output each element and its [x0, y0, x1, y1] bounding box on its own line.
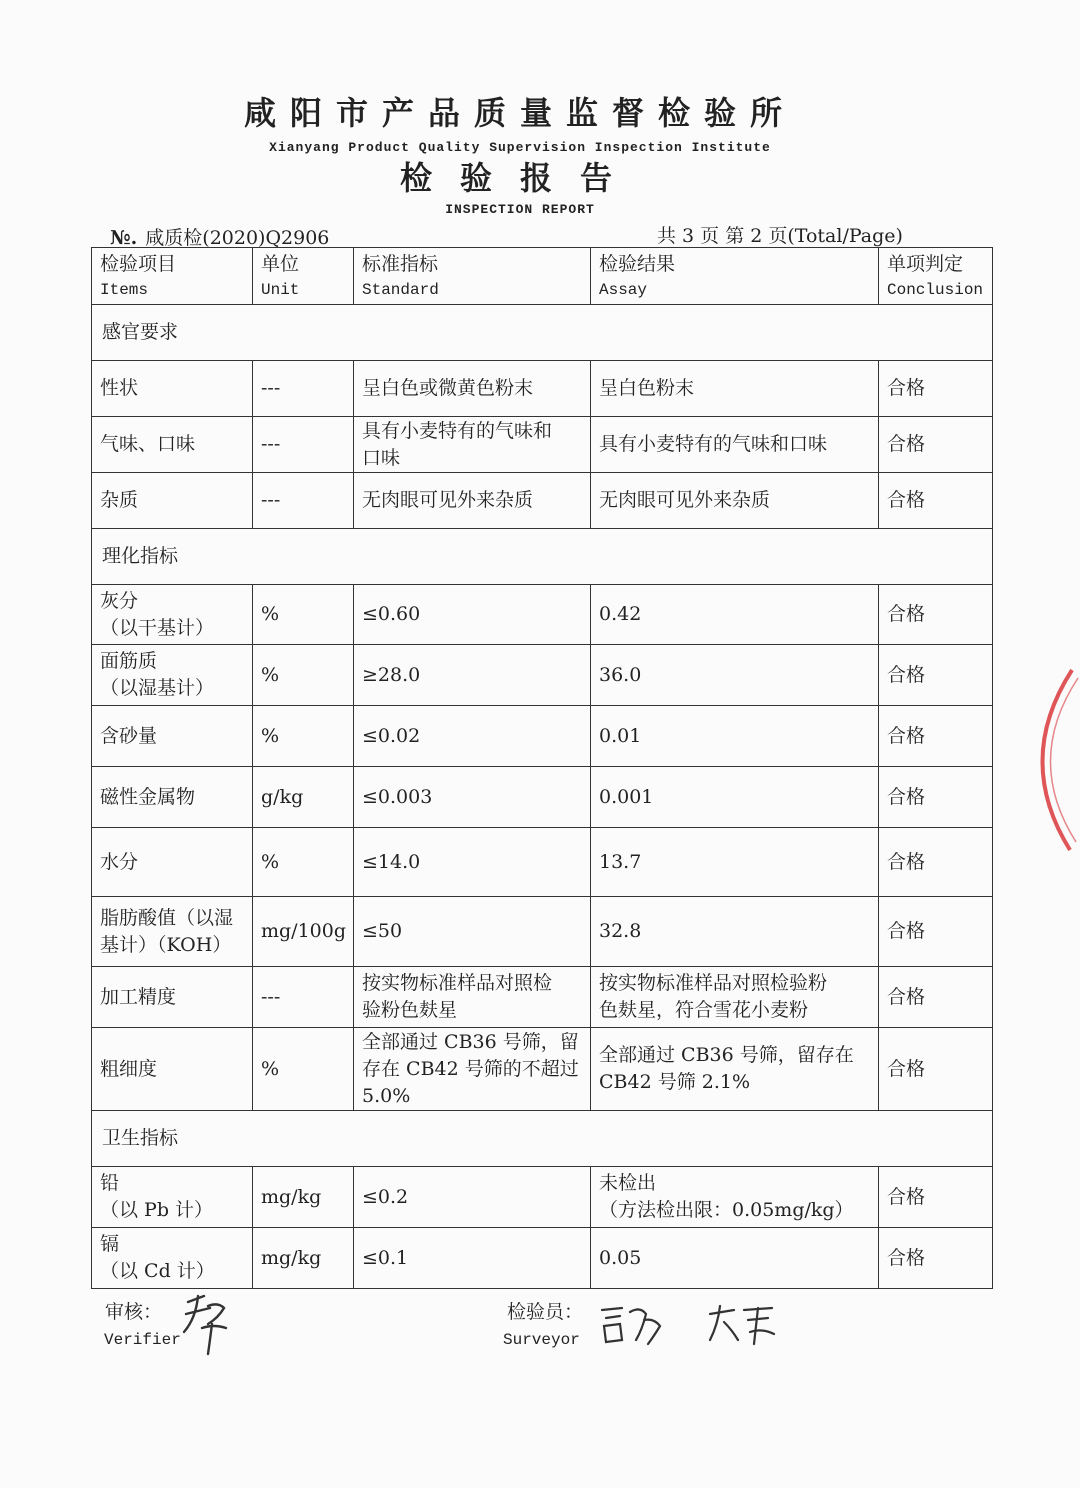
cell-standard: 具有小麦特有的气味和 口味 [354, 417, 591, 473]
table-row [92, 1167, 993, 1228]
cell-conclusion: 合格 [879, 967, 993, 1028]
cell-conclusion: 合格 [879, 767, 993, 828]
cell-assay: 13.7 [591, 828, 879, 897]
cell-standard: ≤0.2 [354, 1167, 591, 1228]
table-header-row [92, 248, 993, 305]
table-row [92, 473, 993, 529]
inspection-table [91, 247, 993, 1289]
report-title-en: INSPECTION REPORT [445, 202, 595, 217]
surveyor-label-en: Surveyor [503, 1331, 580, 1349]
column-header-assay: 检验结果 Assay [591, 248, 879, 305]
cell-conclusion: 合格 [879, 473, 993, 529]
report-title-cn: 检验报告 [399, 159, 640, 197]
institute-name-cn: 咸阳市产品质量监督检验所 [243, 94, 796, 132]
column-header-standard: 标准指标 Standard [354, 248, 591, 305]
cell-standard: ≤50 [354, 897, 591, 967]
institute-name-en: Xianyang Product Quality Supervision Inspection Institute [269, 140, 771, 155]
cell-standard: 无肉眼可见外来杂质 [354, 473, 591, 529]
verifier-signature [178, 1288, 234, 1360]
surveyor-signature-1 [596, 1300, 666, 1350]
cell-unit: % [253, 585, 354, 645]
cell-item: 加工精度 [92, 967, 253, 1028]
table-row [92, 361, 993, 417]
cell-standard: ≤14.0 [354, 828, 591, 897]
cell-item: 面筋质 （以湿基计） [92, 645, 253, 706]
cell-unit: % [253, 1028, 354, 1111]
cell-assay: 0.05 [591, 1228, 879, 1289]
cell-item: 粗细度 [92, 1028, 253, 1111]
table-row [92, 767, 993, 828]
table-row [92, 706, 993, 767]
cell-assay: 具有小麦特有的气味和口味 [591, 417, 879, 473]
cell-assay: 呈白色粉末 [591, 361, 879, 417]
cell-item: 灰分 （以干基计） [92, 585, 253, 645]
cell-assay: 无肉眼可见外来杂质 [591, 473, 879, 529]
cell-item: 水分 [92, 828, 253, 897]
section-title: 感官要求 [92, 305, 993, 361]
report-number [110, 223, 329, 250]
cell-unit: mg/kg [253, 1167, 354, 1228]
cell-assay: 全部通过 CB36 号筛，留存在 CB42 号筛 2.1% [591, 1028, 879, 1111]
cell-item: 脂肪酸值（以湿 基计）（KOH） [92, 897, 253, 967]
cell-conclusion: 合格 [879, 1028, 993, 1111]
cell-unit: --- [253, 967, 354, 1028]
table-row [92, 1228, 993, 1289]
cell-item: 磁性金属物 [92, 767, 253, 828]
column-header-items: 检验项目 Items [92, 248, 253, 305]
section-title: 卫生指标 [92, 1111, 993, 1167]
verifier-label-en: Verifier [104, 1331, 181, 1349]
cell-standard: ≤0.003 [354, 767, 591, 828]
cell-assay: 32.8 [591, 897, 879, 967]
cell-assay: 36.0 [591, 645, 879, 706]
cell-conclusion: 合格 [879, 361, 993, 417]
section-title: 理化指标 [92, 529, 993, 585]
table-row [92, 417, 993, 473]
cell-item: 含砂量 [92, 706, 253, 767]
cell-conclusion: 合格 [879, 828, 993, 897]
cell-conclusion: 合格 [879, 706, 993, 767]
cell-unit: --- [253, 417, 354, 473]
cell-assay: 0.42 [591, 585, 879, 645]
cell-conclusion: 合格 [879, 897, 993, 967]
cell-item: 性状 [92, 361, 253, 417]
section-row-sensory [92, 305, 993, 361]
section-row-physchem [92, 529, 993, 585]
cell-unit: % [253, 645, 354, 706]
cell-standard: ≥28.0 [354, 645, 591, 706]
cell-conclusion: 合格 [879, 645, 993, 706]
cell-conclusion: 合格 [879, 1228, 993, 1289]
cell-assay: 0.001 [591, 767, 879, 828]
cell-assay: 未检出 （方法检出限：0.05mg/kg） [591, 1167, 879, 1228]
report-number-label: №. [110, 227, 138, 249]
section-row-hygiene [92, 1111, 993, 1167]
cell-conclusion: 合格 [879, 585, 993, 645]
surveyor-label-cn: 检验员： [507, 1301, 584, 1323]
cell-assay: 0.01 [591, 706, 879, 767]
cell-item: 镉 （以 Cd 计） [92, 1228, 253, 1289]
cell-item: 杂质 [92, 473, 253, 529]
cell-unit: % [253, 828, 354, 897]
table-row [92, 645, 993, 706]
cell-conclusion: 合格 [879, 417, 993, 473]
cell-unit: --- [253, 473, 354, 529]
cell-standard: ≤0.1 [354, 1228, 591, 1289]
cell-item: 铅 （以 Pb 计） [92, 1167, 253, 1228]
surveyor-signature-2 [704, 1300, 784, 1350]
cell-standard: 全部通过 CB36 号筛，留 存在 CB42 号筛的不超过 5.0% [354, 1028, 591, 1111]
cell-standard: ≤0.02 [354, 706, 591, 767]
column-header-unit: 单位 Unit [253, 248, 354, 305]
cell-unit: g/kg [253, 767, 354, 828]
cell-standard: ≤0.60 [354, 585, 591, 645]
page-info: 共 3 页 第 2 页(Total/Page) [657, 225, 903, 247]
inspection-seal-stamp [1010, 660, 1080, 860]
cell-conclusion: 合格 [879, 1167, 993, 1228]
table-row [92, 1028, 993, 1111]
cell-unit: % [253, 706, 354, 767]
table-row [92, 828, 993, 897]
table-row [92, 897, 993, 967]
cell-unit: --- [253, 361, 354, 417]
column-header-conclusion: 单项判定 Conclusion [879, 248, 993, 305]
table-row [92, 967, 993, 1028]
cell-standard: 呈白色或微黄色粉末 [354, 361, 591, 417]
verifier-label-cn: 审核： [105, 1301, 163, 1323]
table-row [92, 585, 993, 645]
cell-item: 气味、口味 [92, 417, 253, 473]
cell-unit: mg/100g [253, 897, 354, 967]
cell-unit: mg/kg [253, 1228, 354, 1289]
cell-assay: 按实物标准样品对照检验粉 色麸星，符合雪花小麦粉 [591, 967, 879, 1028]
cell-standard: 按实物标准样品对照检 验粉色麸星 [354, 967, 591, 1028]
report-number-value: 咸质检(2020)Q2906 [145, 227, 330, 249]
